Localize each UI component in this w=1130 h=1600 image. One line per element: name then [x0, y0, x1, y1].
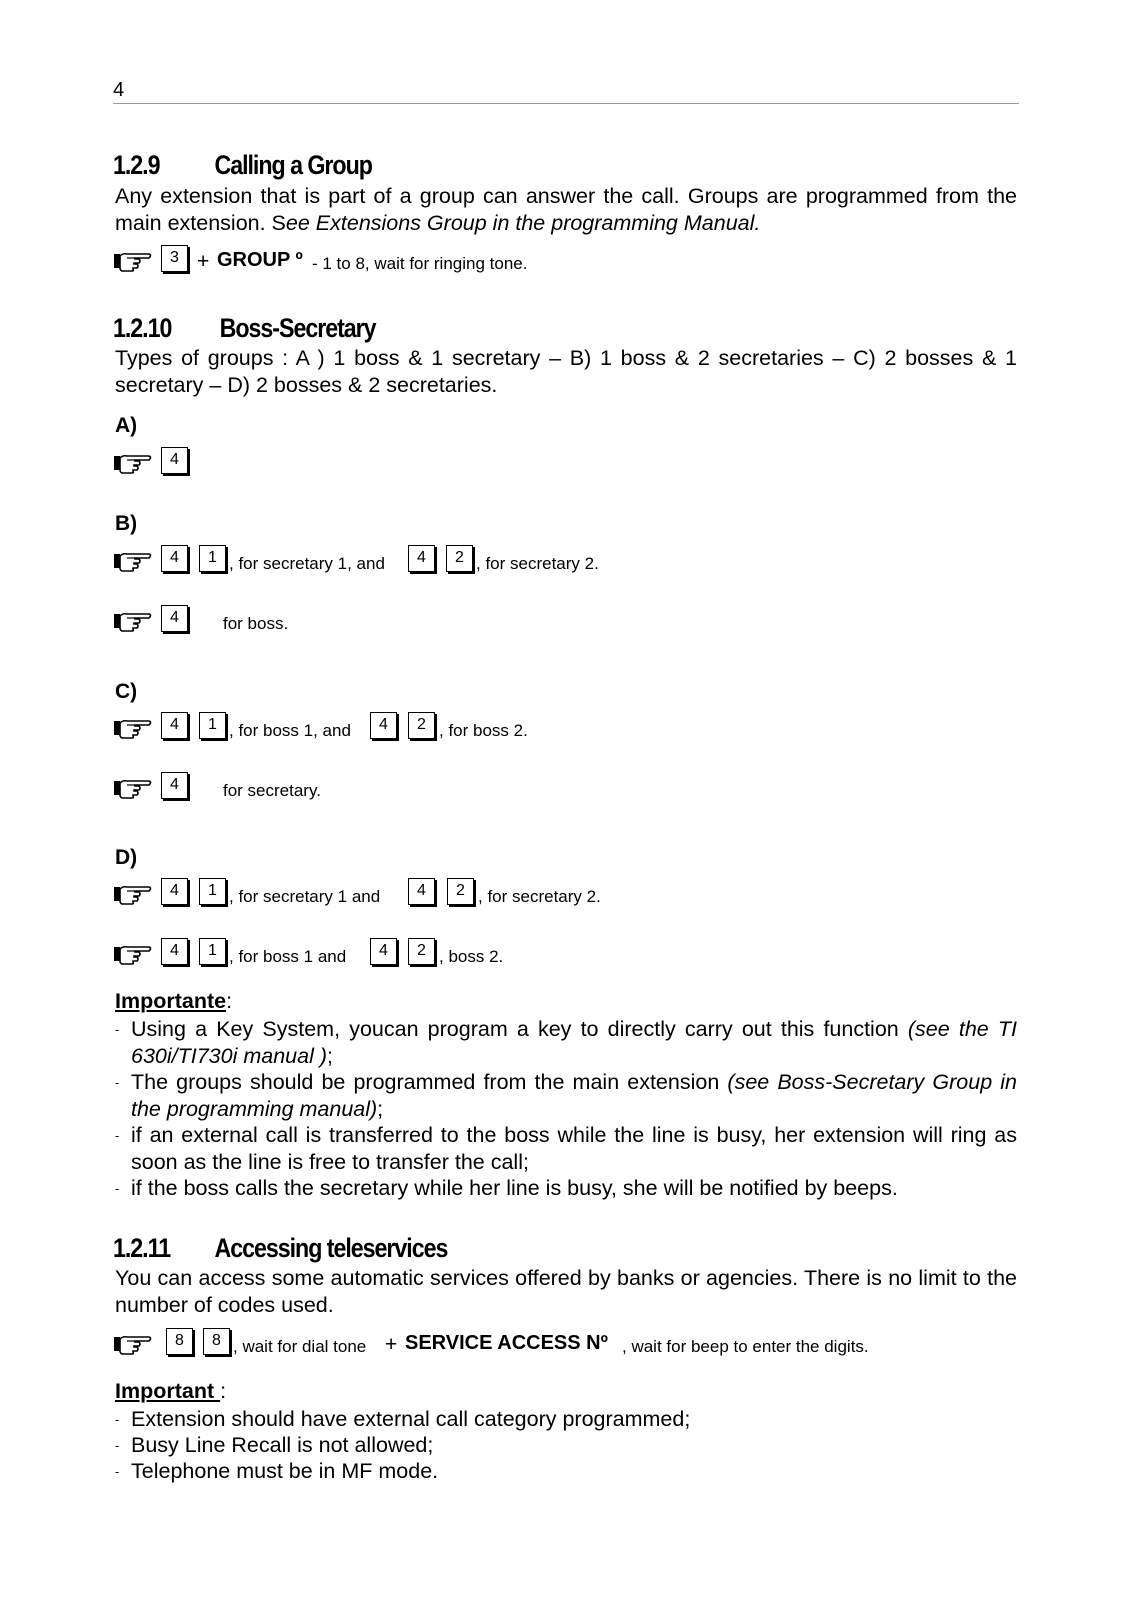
instruction-text: for secretary.	[223, 781, 321, 800]
option-c-label: C)	[115, 680, 138, 703]
section-title: Accessing teleservices	[214, 1233, 448, 1263]
key-3: 3	[161, 245, 188, 272]
service-access-label: SERVICE ACCESS Nº	[405, 1332, 608, 1354]
pointing-hand-icon	[113, 882, 153, 906]
section-heading-1-2-11	[113, 1233, 447, 1264]
section-paragraph: You can access some automatic services offered by banks or agencies. There is no limit to the number of codes used.	[115, 1266, 1017, 1317]
important-colon: :	[220, 1379, 227, 1403]
instruction-text: , boss 2.	[439, 947, 504, 966]
key-4: 4	[408, 545, 435, 572]
important-label: Important	[115, 1379, 221, 1403]
important-label: Importante	[115, 989, 227, 1013]
paragraph-text: Any extension that is part of a group can answer the call. Groups are programmed from the main extension. S	[115, 184, 1017, 235]
bullet-italic-text: (see Boss-Secretary Group in the programming manual)	[131, 1070, 1017, 1121]
bullet-item	[115, 1432, 1017, 1459]
instruction-text: , for secretary 2.	[478, 887, 601, 906]
section-paragraph: Types of groups : A ) 1 boss & 1 secretary – B) 1 boss & 2 secretaries – C) 2 bosses & 1 secretary – D) 2 bosses & 2 secretaries.	[115, 346, 1017, 397]
plus-sign: +	[385, 1333, 398, 1356]
bullet-text: Extension should have external call category programmed;	[131, 1407, 691, 1431]
key-2: 2	[408, 938, 435, 965]
section-paragraph	[115, 183, 1017, 237]
key-4: 4	[161, 878, 188, 905]
bullet-dash: -	[115, 1022, 120, 1037]
key-4: 4	[161, 545, 188, 572]
bullet-text: The groups should be programmed from the main extension	[131, 1070, 728, 1094]
bullet-text: if an external call is transferred to the boss while the line is busy, her extension will ring as soon as the line is free to transfer the call;	[131, 1123, 1017, 1174]
instruction-text: , for boss 1, and	[229, 721, 351, 740]
section-title: Calling a Group	[214, 150, 372, 180]
key-1: 1	[199, 712, 226, 739]
important-heading	[115, 989, 232, 1014]
bullet-end: ;	[327, 1044, 333, 1068]
key-4: 4	[161, 772, 188, 799]
section-number: 1.2.9	[113, 150, 160, 180]
bullet-item	[115, 1016, 1017, 1070]
bullet-dash: -	[115, 1412, 120, 1427]
key-4: 4	[161, 447, 188, 474]
plus-sign: +	[197, 250, 210, 273]
section-title: Boss-Secretary	[219, 313, 376, 343]
instruction-text: , for secretary 1, and	[229, 554, 385, 573]
important-heading	[115, 1379, 226, 1404]
important-colon: :	[226, 989, 233, 1013]
instruction-text: , for boss 2.	[439, 721, 528, 740]
key-4: 4	[161, 938, 188, 965]
bullet-dash: -	[115, 1128, 120, 1143]
pointing-hand-icon	[113, 942, 153, 966]
bullet-dash: -	[115, 1075, 120, 1090]
bullet-item	[115, 1406, 1017, 1433]
pointing-hand-icon	[113, 776, 153, 800]
page-number: 4	[113, 79, 125, 101]
instruction-text: , for secretary 2.	[476, 554, 599, 573]
key-4: 4	[370, 938, 397, 965]
key-4: 4	[408, 878, 435, 905]
pointing-hand-icon	[113, 549, 153, 573]
section-number: 1.2.11	[113, 1233, 171, 1263]
key-8: 8	[203, 1328, 230, 1355]
key-8: 8	[166, 1328, 193, 1355]
paragraph-italic-text: ee Extensions Group in the programming Manual.	[285, 211, 761, 235]
option-b-label: B)	[115, 512, 138, 535]
key-2: 2	[408, 712, 435, 739]
bullet-item	[115, 1069, 1017, 1123]
key-4: 4	[370, 712, 397, 739]
header-rule	[113, 103, 1019, 104]
instruction-text: , for secretary 1 and	[229, 887, 381, 906]
bullet-dash: -	[115, 1181, 120, 1196]
section-heading-1-2-9	[113, 150, 372, 181]
bullet-end: ;	[377, 1097, 384, 1121]
instruction-text: , wait for beep to enter the digits.	[622, 1337, 869, 1356]
instruction-text: , for boss 1 and	[229, 947, 347, 966]
bullet-italic-text: (see the TI 630i/TI730i manual )	[131, 1017, 1017, 1068]
key-1: 1	[199, 878, 226, 905]
section-heading-1-2-10	[113, 313, 376, 344]
group-label: GROUP º	[217, 249, 303, 271]
key-1: 1	[199, 545, 226, 572]
pointing-hand-icon	[113, 451, 153, 475]
key-2: 2	[447, 878, 474, 905]
bullet-item	[115, 1122, 1017, 1176]
instruction-text: - 1 to 8, wait for ringing tone.	[312, 254, 528, 273]
bullet-text: Telephone must be in MF mode.	[131, 1459, 439, 1483]
section-number: 1.2.10	[113, 313, 172, 343]
bullet-dash: -	[115, 1464, 120, 1479]
instruction-text: for boss.	[223, 614, 289, 633]
option-d-label: D)	[115, 846, 138, 869]
bullet-dash: -	[115, 1438, 120, 1453]
pointing-hand-icon	[113, 1332, 153, 1356]
instruction-text: , wait for dial tone	[233, 1337, 367, 1356]
pointing-hand-icon	[113, 249, 153, 273]
bullet-text: Using a Key System, youcan program a key to directly carry out this function	[131, 1017, 908, 1041]
key-2: 2	[446, 545, 473, 572]
bullet-item	[115, 1175, 1017, 1202]
pointing-hand-icon	[113, 716, 153, 740]
bullet-text: if the boss calls the secretary while her line is busy, she will be notified by beeps.	[131, 1176, 898, 1200]
key-4: 4	[161, 605, 188, 632]
key-1: 1	[199, 938, 226, 965]
bullet-item	[115, 1458, 1017, 1485]
bullet-text: Busy Line Recall is not allowed;	[131, 1433, 434, 1457]
pointing-hand-icon	[113, 609, 153, 633]
key-4: 4	[161, 712, 188, 739]
option-a-label: A)	[115, 414, 138, 437]
